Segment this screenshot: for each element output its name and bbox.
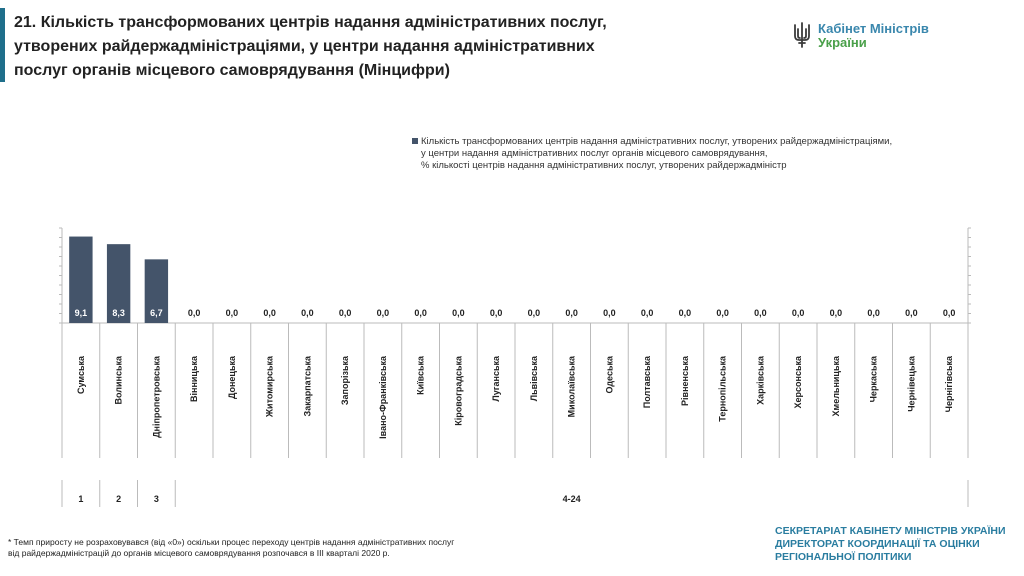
category-label: Полтавська [642,356,653,409]
footnote [8,537,568,559]
bar-value-label: 0,0 [301,308,314,318]
bar-value-label: 0,0 [678,308,692,318]
bar-value-label: 0,0 [603,308,616,318]
title-line: утворених райдержадміністраціями, у центри надання адміністративних [14,38,595,55]
category-label: Донецька [226,356,237,400]
category-label: Вінницька [189,356,200,402]
category-label: Чернігівська [944,356,955,413]
category-label: Херсонська [793,356,804,409]
bar-value-label: 0,0 [754,308,767,318]
rank-label: 1 [78,494,84,504]
legend-line: у центри надання адміністративних послуг органів місцевого самоврядування, [421,148,768,159]
category-label: Чернівецька [906,356,917,412]
secretariat-line: РЕГІОНАЛЬНОЇ ПОЛІТИКИ [775,551,912,563]
category-label: Харківська [755,356,766,405]
category-label: Одеська [604,356,615,394]
bar-value-label: 0,0 [376,308,390,318]
title-line: 21. Кількість трансформованих центрів надання адміністративних послуг, [14,14,607,31]
bar-value-label: 0,0 [489,308,503,318]
bar-value-label: 0,0 [338,308,352,318]
rank-label: 3 [153,494,159,504]
bar-value-label: 0,0 [829,308,843,318]
bar-value-label: 0,0 [905,308,918,318]
category-label: Сумська [75,356,86,394]
bar-value-label: 0,0 [640,308,654,318]
title-line: послуг органів місцевого самоврядування (Мінцифри) [14,62,450,79]
bar-value-label: 0,0 [716,308,729,318]
category-label: Луганська [491,356,502,402]
bar-value-label: 0,0 [867,308,880,318]
legend-line: Кількість трансформованих центрів надання адміністративних послуг, утворених райдержадміністраціями, [421,136,893,147]
bar-value-label: 8,3 [112,308,125,318]
bar-value-label: 6,7 [150,308,163,318]
category-label: Запорізька [340,356,351,406]
bar-value-label: 0,0 [527,308,541,318]
category-label: Житомирська [264,356,275,418]
category-label: Івано-Франківська [377,356,388,439]
logo-line: України [818,35,867,50]
category-label: Закарпатська [302,356,313,417]
secretariat-signature [775,525,1020,564]
category-label: Черкаська [868,356,879,403]
category-label: Миколаївська [566,356,577,418]
category-label: Львівська [528,356,539,402]
logo-line: Кабінет Міністрів [818,21,929,36]
category-label: Дніпропетровська [151,356,162,438]
bar-value-label: 0,0 [225,308,239,318]
bar-value-label: 0,0 [414,308,427,318]
bar-value-label: 9,1 [74,308,88,318]
bar-value-label: 0,0 [452,308,465,318]
secretariat-line: СЕКРЕТАРІАТ КАБІНЕТУ МІНІСТРІВ УКРАЇНИ [775,525,1006,537]
bar-value-label: 0,0 [791,308,805,318]
rank-label: 4-24 [562,494,581,504]
category-label: Тернопільська [717,356,728,422]
secretariat-line: ДИРЕКТОРАТ КООРДИНАЦІЇ ТА ОЦІНКИ [775,538,980,550]
bar-value-label: 0,0 [565,308,578,318]
rank-label: 2 [116,494,122,504]
bar-value-label: 0,0 [187,308,201,318]
category-label: Кіровоградська [453,356,464,426]
legend-line: % кількості центрів надання адміністративних послуг, утворених райдержадміністр [421,160,787,171]
bar-value-label: 0,0 [942,308,956,318]
footnote-line: * Темп приросту не розраховувався (від «0») оскільки процес переходу центрів надання адміністративних послуг [8,537,455,547]
category-label: Волинська [113,356,124,405]
footnote-line: від райдержадміністрацій до органів місцевого самоврядування розпочався в ІІІ кварталі 2020 р. [8,548,390,558]
category-label: Київська [415,356,426,395]
category-label: Хмельницька [830,356,841,417]
category-label: Рівненська [679,356,690,406]
bar-value-label: 0,0 [263,308,276,318]
